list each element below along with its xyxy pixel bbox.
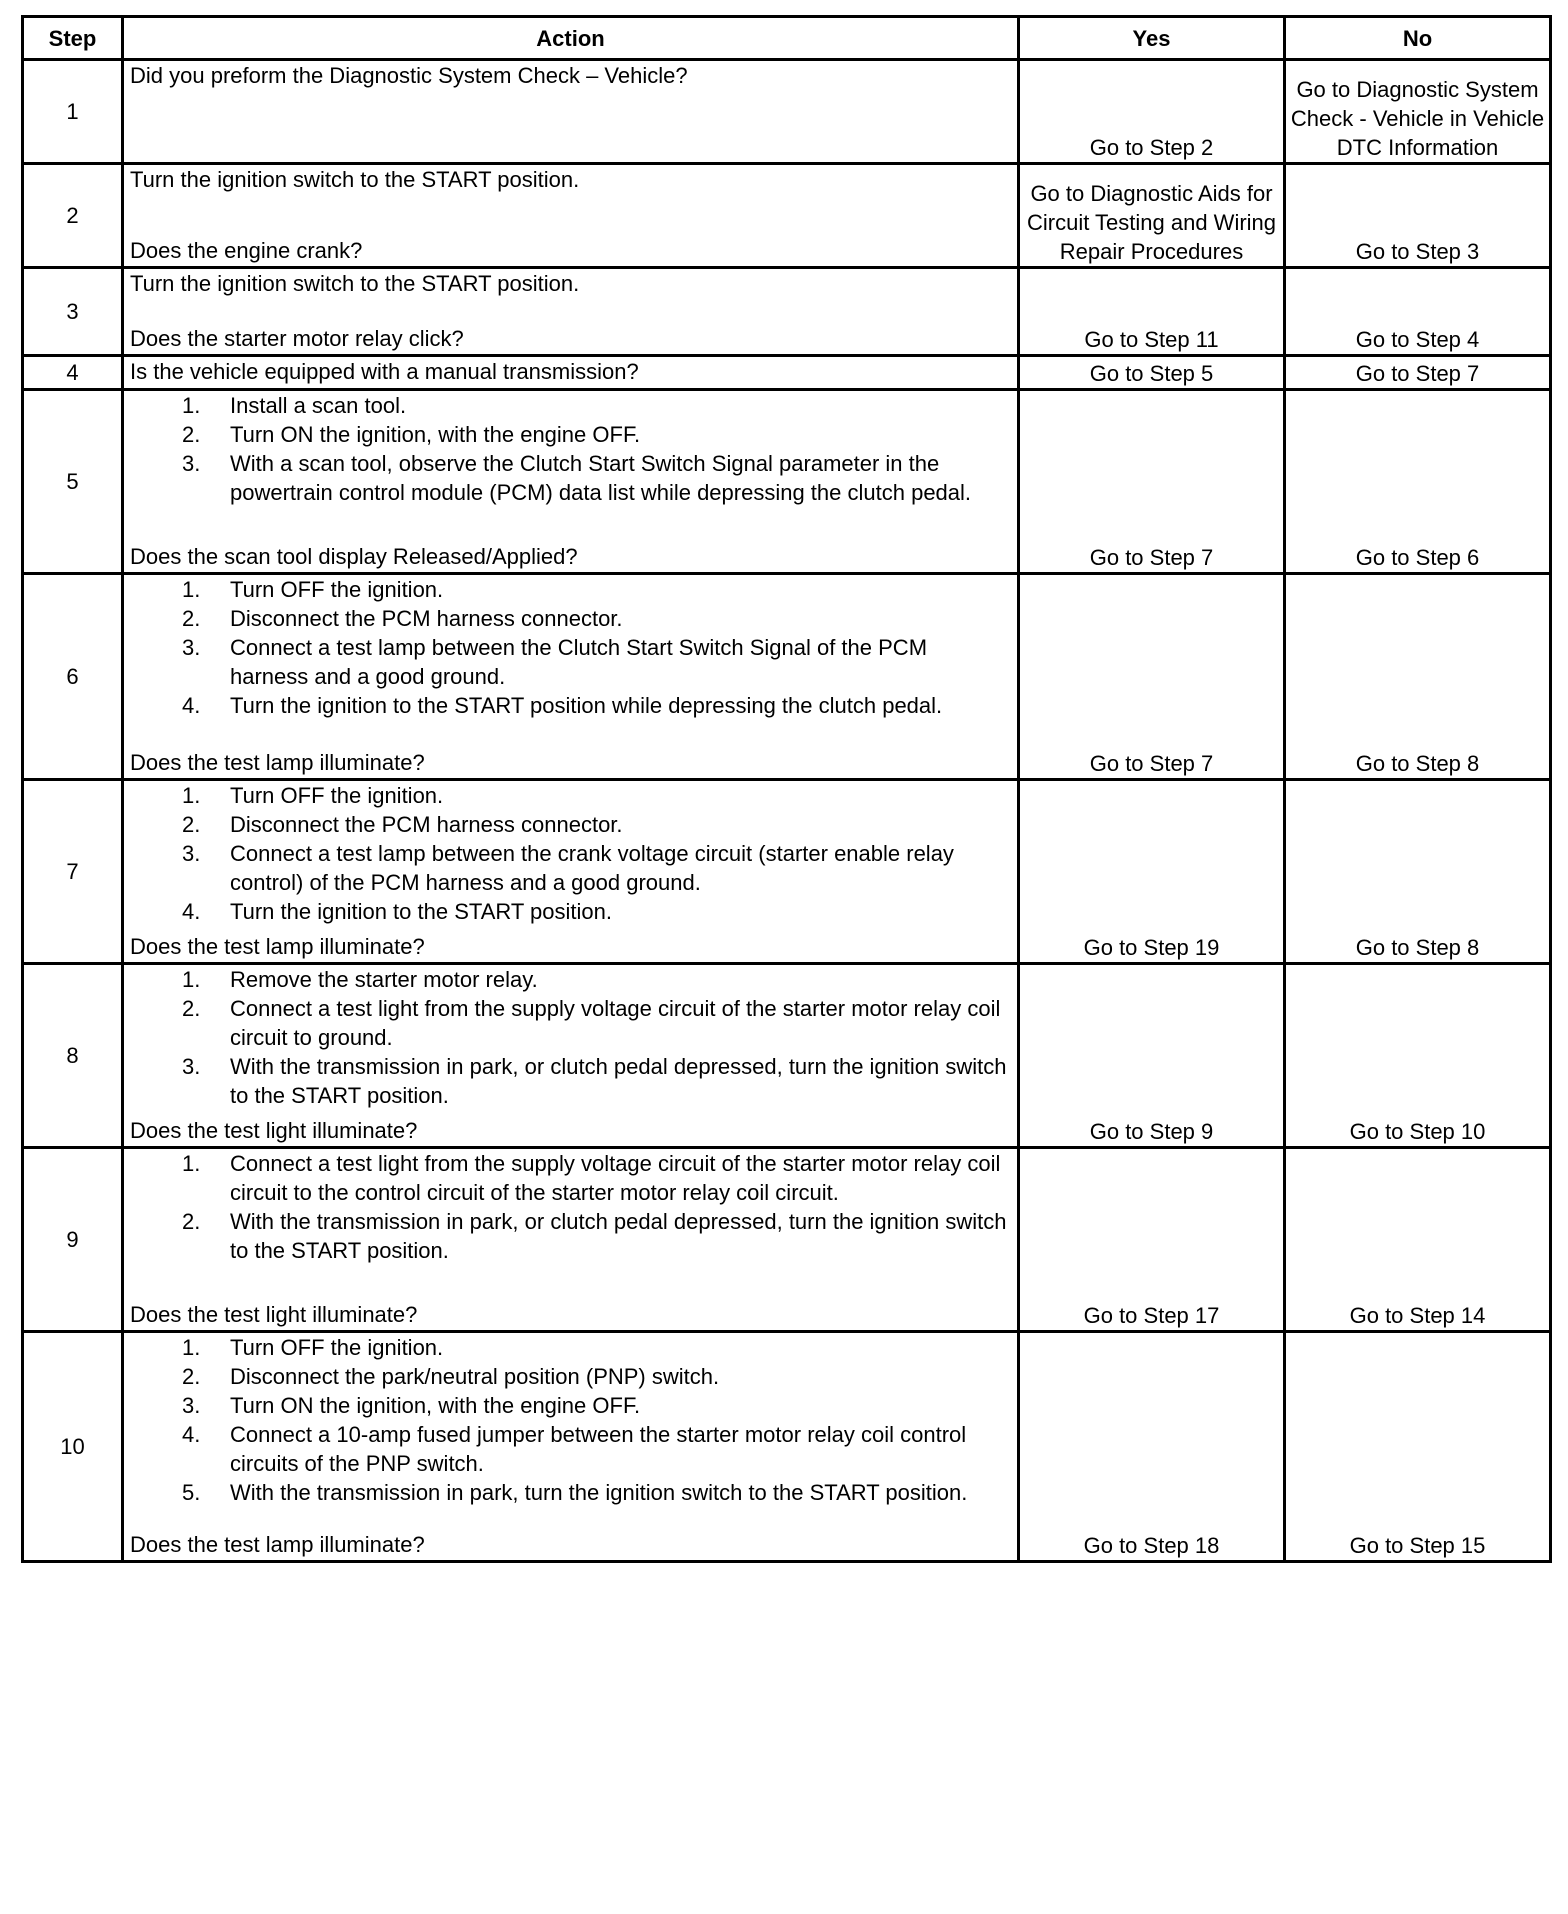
diagnostic-table (21, 15, 1552, 1563)
procedure-item-number: 2. (182, 1364, 201, 1389)
table-row (23, 60, 1551, 164)
procedure-item (130, 810, 1011, 839)
yes-result: Go to Step 7 (1019, 574, 1285, 780)
action-text: Did you preform the Diagnostic System Check – Vehicle? (130, 63, 688, 88)
procedure-list (130, 1149, 1011, 1265)
action-cell (123, 780, 1019, 964)
yes-result: Go to Step 17 (1019, 1148, 1285, 1332)
procedure-item-number: 1. (182, 967, 201, 992)
action-cell (123, 390, 1019, 574)
procedure-item (130, 1207, 1011, 1265)
procedure-item-number: 3. (182, 1054, 201, 1079)
no-result: Go to Step 10 (1285, 964, 1551, 1148)
procedure-item-text: Remove the starter motor relay. (230, 967, 538, 992)
table-row (23, 964, 1551, 1148)
no-result: Go to Step 3 (1285, 164, 1551, 268)
procedure-item (130, 691, 1011, 720)
action-text: Is the vehicle equipped with a manual transmission? (130, 359, 639, 384)
procedure-item-number: 2. (182, 422, 201, 447)
header-step: Step (23, 17, 123, 60)
procedure-item (130, 839, 1011, 897)
procedure-item (130, 965, 1011, 994)
yes-result: Go to Step 19 (1019, 780, 1285, 964)
procedure-item (130, 1052, 1011, 1110)
header-row (23, 17, 1551, 60)
action-cell (123, 1332, 1019, 1562)
procedure-item (130, 391, 1011, 420)
procedure-item-text: Connect a test lamp between the Clutch Start Switch Signal of the PCM harness and a good ground. (230, 635, 928, 689)
procedure-item-text: With the transmission in park, turn the ignition switch to the START position. (230, 1480, 968, 1505)
procedure-item-number: 1. (182, 1335, 201, 1360)
procedure-item-number: 3. (182, 451, 201, 476)
yes-result: Go to Diagnostic Aids for Circuit Testing and Wiring Repair Procedures (1019, 164, 1285, 268)
procedure-item (130, 781, 1011, 810)
step-number: 8 (23, 964, 123, 1148)
procedure-item (130, 633, 1011, 691)
procedure-item (130, 897, 1011, 926)
yes-result: Go to Step 18 (1019, 1332, 1285, 1562)
procedure-item-number: 3. (182, 635, 201, 660)
procedure-item-text: Disconnect the park/neutral position (PNP) switch. (230, 1364, 720, 1389)
yes-result: Go to Step 7 (1019, 390, 1285, 574)
table-row (23, 574, 1551, 780)
procedure-item-text: Connect a test light from the supply voltage circuit of the starter motor relay coil circuit to the control circuit of the starter motor relay coil circuit. (230, 1151, 1001, 1205)
procedure-item-text: With the transmission in park, or clutch pedal depressed, turn the ignition switch to the START position. (230, 1209, 1007, 1263)
question-text: Does the test lamp illuminate? (130, 750, 425, 775)
procedure-item (130, 1149, 1011, 1207)
no-result: Go to Step 14 (1285, 1148, 1551, 1332)
procedure-item-number: 2. (182, 996, 201, 1021)
table-row (23, 356, 1551, 390)
procedure-item (130, 994, 1011, 1052)
table-row (23, 390, 1551, 574)
procedure-item-number: 1. (182, 577, 201, 602)
procedure-item-text: Turn the ignition to the START position while depressing the clutch pedal. (230, 693, 943, 718)
table-row (23, 1148, 1551, 1332)
action-text: Turn the ignition switch to the START position. (130, 167, 580, 192)
step-number: 9 (23, 1148, 123, 1332)
procedure-item (130, 604, 1011, 633)
procedure-item-text: With the transmission in park, or clutch pedal depressed, turn the ignition switch to the START position. (230, 1054, 1007, 1108)
procedure-item (130, 1362, 1011, 1391)
procedure-item (130, 1478, 1011, 1507)
question-text: Does the test lamp illuminate? (130, 1532, 425, 1557)
table-row (23, 1332, 1551, 1562)
procedure-list (130, 1333, 1011, 1507)
step-number: 10 (23, 1332, 123, 1562)
step-number: 5 (23, 390, 123, 574)
step-number: 7 (23, 780, 123, 964)
procedure-item-number: 2. (182, 1209, 201, 1234)
procedure-item-text: Turn ON the ignition, with the engine OFF. (230, 1393, 641, 1418)
procedure-list (130, 391, 1011, 507)
procedure-item-number: 1. (182, 393, 201, 418)
header-yes: Yes (1019, 17, 1285, 60)
procedure-item-number: 4. (182, 693, 201, 718)
yes-result: Go to Step 11 (1019, 268, 1285, 356)
procedure-item-text: Turn the ignition to the START position. (230, 899, 612, 924)
procedure-item (130, 1420, 1011, 1478)
procedure-item-number: 4. (182, 899, 201, 924)
procedure-item-text: Disconnect the PCM harness connector. (230, 812, 623, 837)
action-cell (123, 60, 1019, 164)
no-result: Go to Step 6 (1285, 390, 1551, 574)
procedure-item-text: Turn OFF the ignition. (230, 783, 444, 808)
step-number: 2 (23, 164, 123, 268)
step-number: 4 (23, 356, 123, 390)
procedure-item (130, 1391, 1011, 1420)
question-text: Does the scan tool display Released/Applied? (130, 544, 578, 569)
question-text: Does the starter motor relay click? (130, 326, 464, 351)
question-text: Does the test light illuminate? (130, 1118, 418, 1143)
yes-result: Go to Step 5 (1019, 356, 1285, 390)
action-cell (123, 964, 1019, 1148)
action-cell (123, 164, 1019, 268)
procedure-item-text: Install a scan tool. (230, 393, 407, 418)
no-result: Go to Step 4 (1285, 268, 1551, 356)
action-cell (123, 1148, 1019, 1332)
no-result: Go to Step 7 (1285, 356, 1551, 390)
procedure-item-text: Turn OFF the ignition. (230, 1335, 444, 1360)
table-row (23, 780, 1551, 964)
question-text: Does the test lamp illuminate? (130, 934, 425, 959)
procedure-item-text: Connect a 10-amp fused jumper between the starter motor relay coil control circuits of the PNP switch. (230, 1422, 967, 1476)
action-cell (123, 268, 1019, 356)
procedure-item (130, 420, 1011, 449)
procedure-item (130, 575, 1011, 604)
procedure-item-number: 3. (182, 841, 201, 866)
procedure-item-number: 3. (182, 1393, 201, 1418)
procedure-item-text: With a scan tool, observe the Clutch Start Switch Signal parameter in the powertrain control module (PCM) data list while depressing the clutch pedal. (230, 451, 972, 505)
procedure-item-number: 2. (182, 606, 201, 631)
question-text: Does the test light illuminate? (130, 1302, 418, 1327)
no-result: Go to Diagnostic System Check - Vehicle in Vehicle DTC Information (1285, 60, 1551, 164)
procedure-item-text: Disconnect the PCM harness connector. (230, 606, 623, 631)
step-number: 1 (23, 60, 123, 164)
procedure-item-text: Turn ON the ignition, with the engine OFF. (230, 422, 641, 447)
no-result: Go to Step 15 (1285, 1332, 1551, 1562)
procedure-item-number: 1. (182, 783, 201, 808)
procedure-item-number: 2. (182, 812, 201, 837)
procedure-item-number: 1. (182, 1151, 201, 1176)
yes-result: Go to Step 2 (1019, 60, 1285, 164)
procedure-item-number: 5. (182, 1480, 201, 1505)
step-number: 6 (23, 574, 123, 780)
step-number: 3 (23, 268, 123, 356)
no-result: Go to Step 8 (1285, 574, 1551, 780)
procedure-list (130, 781, 1011, 926)
question-text: Does the engine crank? (130, 238, 363, 263)
table-row (23, 268, 1551, 356)
header-action: Action (123, 17, 1019, 60)
procedure-item-text: Connect a test light from the supply voltage circuit of the starter motor relay coil circuit to ground. (230, 996, 1001, 1050)
yes-result: Go to Step 9 (1019, 964, 1285, 1148)
action-text: Turn the ignition switch to the START position. (130, 271, 580, 296)
action-cell (123, 574, 1019, 780)
header-no: No (1285, 17, 1551, 60)
table-row (23, 164, 1551, 268)
procedure-item-number: 4. (182, 1422, 201, 1447)
action-cell (123, 356, 1019, 390)
procedure-list (130, 575, 1011, 720)
no-result: Go to Step 8 (1285, 780, 1551, 964)
procedure-item (130, 449, 1011, 507)
procedure-item-text: Connect a test lamp between the crank voltage circuit (starter enable relay control) of the PCM harness and a good ground. (230, 841, 954, 895)
procedure-item (130, 1333, 1011, 1362)
procedure-list (130, 965, 1011, 1110)
procedure-item-text: Turn OFF the ignition. (230, 577, 444, 602)
